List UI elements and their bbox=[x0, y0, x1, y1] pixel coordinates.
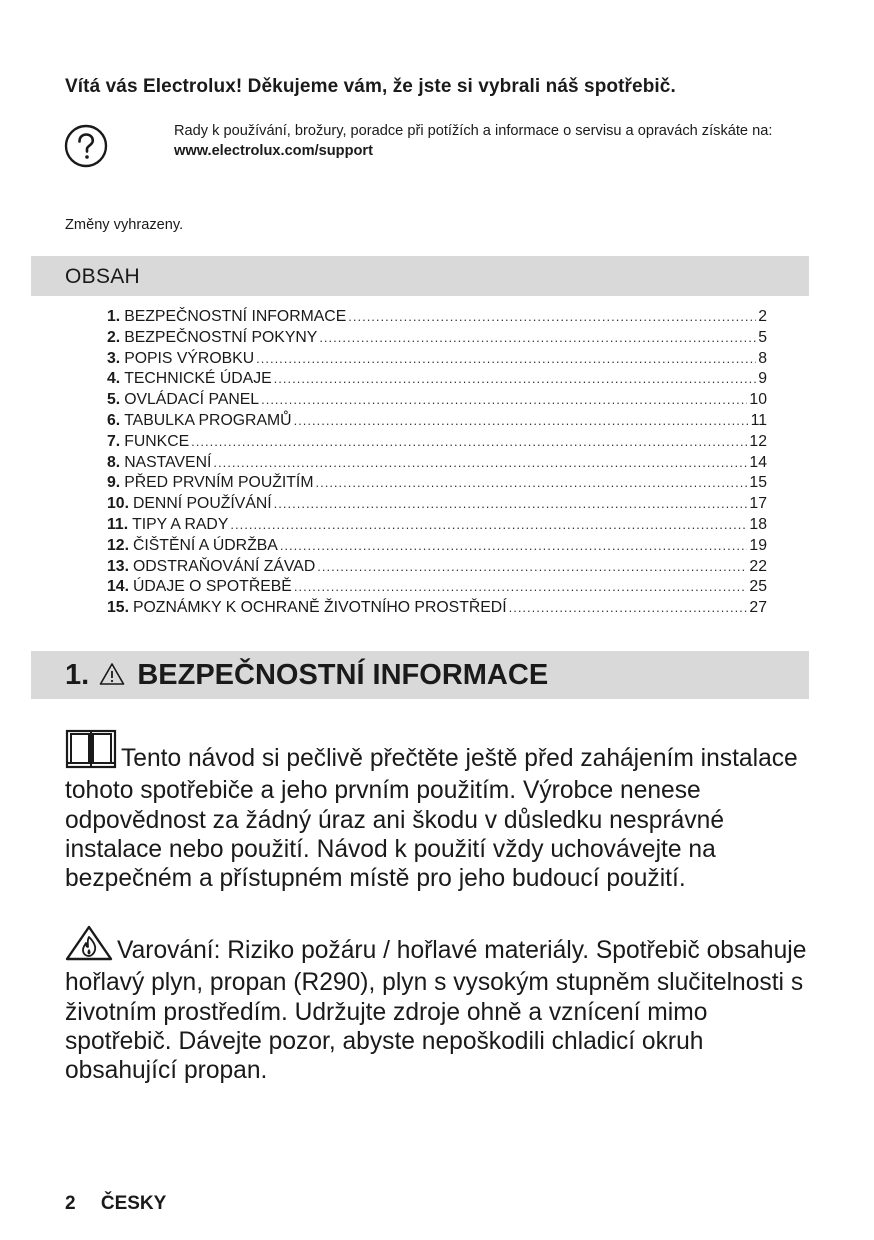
section-number: 1. bbox=[65, 659, 90, 691]
toc-item-page: 5 bbox=[758, 328, 767, 346]
toc-item-number: 12. bbox=[107, 536, 129, 554]
warning-triangle-icon bbox=[99, 661, 125, 694]
toc-item[interactable] bbox=[107, 391, 767, 412]
manual-book-icon bbox=[65, 729, 117, 776]
intro-text: Tento návod si pečlivě přečtěte ještě před zahájením instalace tohoto spotřebiče a jeho prvním použitím. Výrobce nenese odpovědnost za žádný úraz ani škodu v důsledku nesprávné instalace nebo použití. Návod k použití vždy uchovávejte na bezpečném a přístupném místě pro jeho budoucí použití. bbox=[65, 745, 798, 893]
toc-item-page: 15 bbox=[749, 474, 767, 492]
toc-item-number: 4. bbox=[107, 370, 121, 388]
toc-item-number: 15. bbox=[107, 599, 129, 617]
toc-item-label: PŘED PRVNÍM POUŽITÍM bbox=[124, 474, 314, 492]
toc-leader-dots bbox=[315, 474, 747, 492]
welcome-heading: Vítá vás Electrolux! Děkujeme vám, že jste si vybrali náš spotřebič. bbox=[65, 76, 676, 97]
toc-item-label: DENNÍ POUŽÍVÁNÍ bbox=[132, 495, 272, 513]
support-link[interactable]: www.electrolux.com/support bbox=[174, 143, 373, 159]
toc-item[interactable] bbox=[107, 516, 767, 537]
toc-item-label: ČIŠTĚNÍ A ÚDRŽBA bbox=[132, 536, 278, 554]
toc-leader-dots bbox=[274, 370, 757, 388]
section-title bbox=[65, 659, 548, 694]
toc-item-label: NASTAVENÍ bbox=[124, 453, 212, 471]
toc-leader-dots bbox=[274, 495, 748, 513]
section-header-bar bbox=[31, 651, 809, 699]
toc-item-label: OVLÁDACÍ PANEL bbox=[124, 391, 260, 409]
toc-title: OBSAH bbox=[65, 265, 141, 288]
toc-item-number: 13. bbox=[107, 557, 129, 575]
language-label: ČESKY bbox=[100, 1193, 167, 1214]
toc-item-page: 2 bbox=[758, 308, 767, 325]
toc-item-page: 27 bbox=[749, 599, 767, 617]
toc-item-label: ODSTRAŇOVÁNÍ ZÁVAD bbox=[132, 557, 316, 575]
changes-note: Změny vyhrazeny. bbox=[65, 217, 184, 233]
toc-leader-dots bbox=[230, 516, 747, 534]
toc-item[interactable] bbox=[107, 433, 767, 454]
toc-item-page: 12 bbox=[749, 432, 767, 450]
toc-leader-dots bbox=[280, 537, 748, 555]
toc-item-number: 1. bbox=[107, 308, 121, 325]
toc-item[interactable] bbox=[107, 412, 767, 433]
page-number: 2 bbox=[65, 1193, 76, 1214]
toc-leader-dots bbox=[348, 308, 756, 326]
question-icon bbox=[64, 124, 108, 168]
toc-item-label: ÚDAJE O SPOTŘEBĚ bbox=[132, 578, 292, 596]
toc-item-page: 10 bbox=[749, 391, 767, 409]
toc-item[interactable] bbox=[107, 350, 767, 371]
toc-item[interactable] bbox=[107, 474, 767, 495]
toc-leader-dots bbox=[294, 412, 749, 430]
toc-item-label: FUNKCE bbox=[124, 432, 190, 450]
toc-item[interactable] bbox=[107, 454, 767, 475]
toc-item[interactable] bbox=[107, 495, 767, 516]
toc-item-page: 14 bbox=[749, 453, 767, 471]
warning-paragraph bbox=[65, 925, 815, 1085]
toc-leader-dots bbox=[294, 578, 748, 596]
fire-warning-icon bbox=[65, 925, 113, 968]
toc-item-label: BEZPEČNOSTNÍ POKYNY bbox=[124, 328, 318, 346]
toc-item[interactable] bbox=[107, 370, 767, 391]
toc-item-label: TABULKA PROGRAMŮ bbox=[124, 411, 292, 429]
support-info bbox=[174, 121, 794, 161]
toc-item-label: TECHNICKÉ ÚDAJE bbox=[124, 370, 272, 388]
toc-leader-dots bbox=[256, 350, 756, 368]
warning-text: Varování: Riziko požáru / hořlavé materiály. Spotřebič obsahuje hořlavý plyn, propan (R290), plyn s vysokým stupněm slučitelnosti s životním prostředím. Udržujte zdroje ohně a vznícení mimo spotřebič. Dávejte pozor, abyste nepoškodili chladicí okruh obsahující propan. bbox=[65, 937, 807, 1085]
toc-item-label: TIPY A RADY bbox=[132, 515, 229, 533]
toc-item-number: 14. bbox=[107, 578, 129, 596]
toc-item-page: 22 bbox=[749, 557, 767, 575]
toc-item-number: 6. bbox=[107, 411, 121, 429]
intro-paragraph bbox=[65, 729, 815, 893]
toc-item-number: 8. bbox=[107, 453, 121, 471]
toc-item-page: 8 bbox=[758, 349, 767, 367]
support-text: Rady k používání, brožury, poradce při potížích a informace o servisu a opravách získáte na: bbox=[174, 123, 773, 139]
toc-item-number: 9. bbox=[107, 474, 121, 492]
toc-item[interactable] bbox=[107, 558, 767, 579]
toc-item-label: POZNÁMKY K OCHRANĚ ŽIVOTNÍHO PROSTŘEDÍ bbox=[132, 599, 507, 617]
toc-item-page: 11 bbox=[750, 411, 767, 429]
toc-header-bar bbox=[31, 256, 809, 296]
toc-item-label: POPIS VÝROBKU bbox=[124, 349, 255, 367]
toc-item[interactable] bbox=[107, 329, 767, 350]
toc-item[interactable] bbox=[107, 599, 767, 620]
toc-leader-dots bbox=[319, 329, 756, 347]
section-title-text: BEZPEČNOSTNÍ INFORMACE bbox=[137, 659, 549, 691]
toc-leader-dots bbox=[261, 391, 747, 409]
toc-item-number: 3. bbox=[107, 349, 121, 367]
toc-leader-dots bbox=[213, 454, 747, 472]
toc-leader-dots bbox=[317, 558, 747, 576]
toc-item-number: 7. bbox=[107, 432, 121, 450]
toc-item-page: 25 bbox=[749, 578, 767, 596]
table-of-contents bbox=[107, 308, 767, 620]
toc-item-number: 11. bbox=[107, 515, 129, 533]
toc-leader-dots bbox=[509, 599, 748, 617]
page-footer bbox=[65, 1193, 166, 1215]
toc-item-number: 10. bbox=[107, 495, 129, 513]
toc-item[interactable] bbox=[107, 537, 767, 558]
toc-item[interactable] bbox=[107, 578, 767, 599]
toc-item-page: 19 bbox=[749, 536, 767, 554]
toc-item-page: 18 bbox=[749, 515, 767, 533]
toc-item-page: 17 bbox=[749, 495, 767, 513]
toc-leader-dots bbox=[191, 433, 747, 451]
toc-item-number: 5. bbox=[107, 391, 121, 409]
toc-item-number: 2. bbox=[107, 328, 121, 346]
toc-item-label: BEZPEČNOSTNÍ INFORMACE bbox=[124, 308, 347, 325]
toc-item-page: 9 bbox=[758, 370, 767, 388]
toc-item[interactable] bbox=[107, 308, 767, 329]
